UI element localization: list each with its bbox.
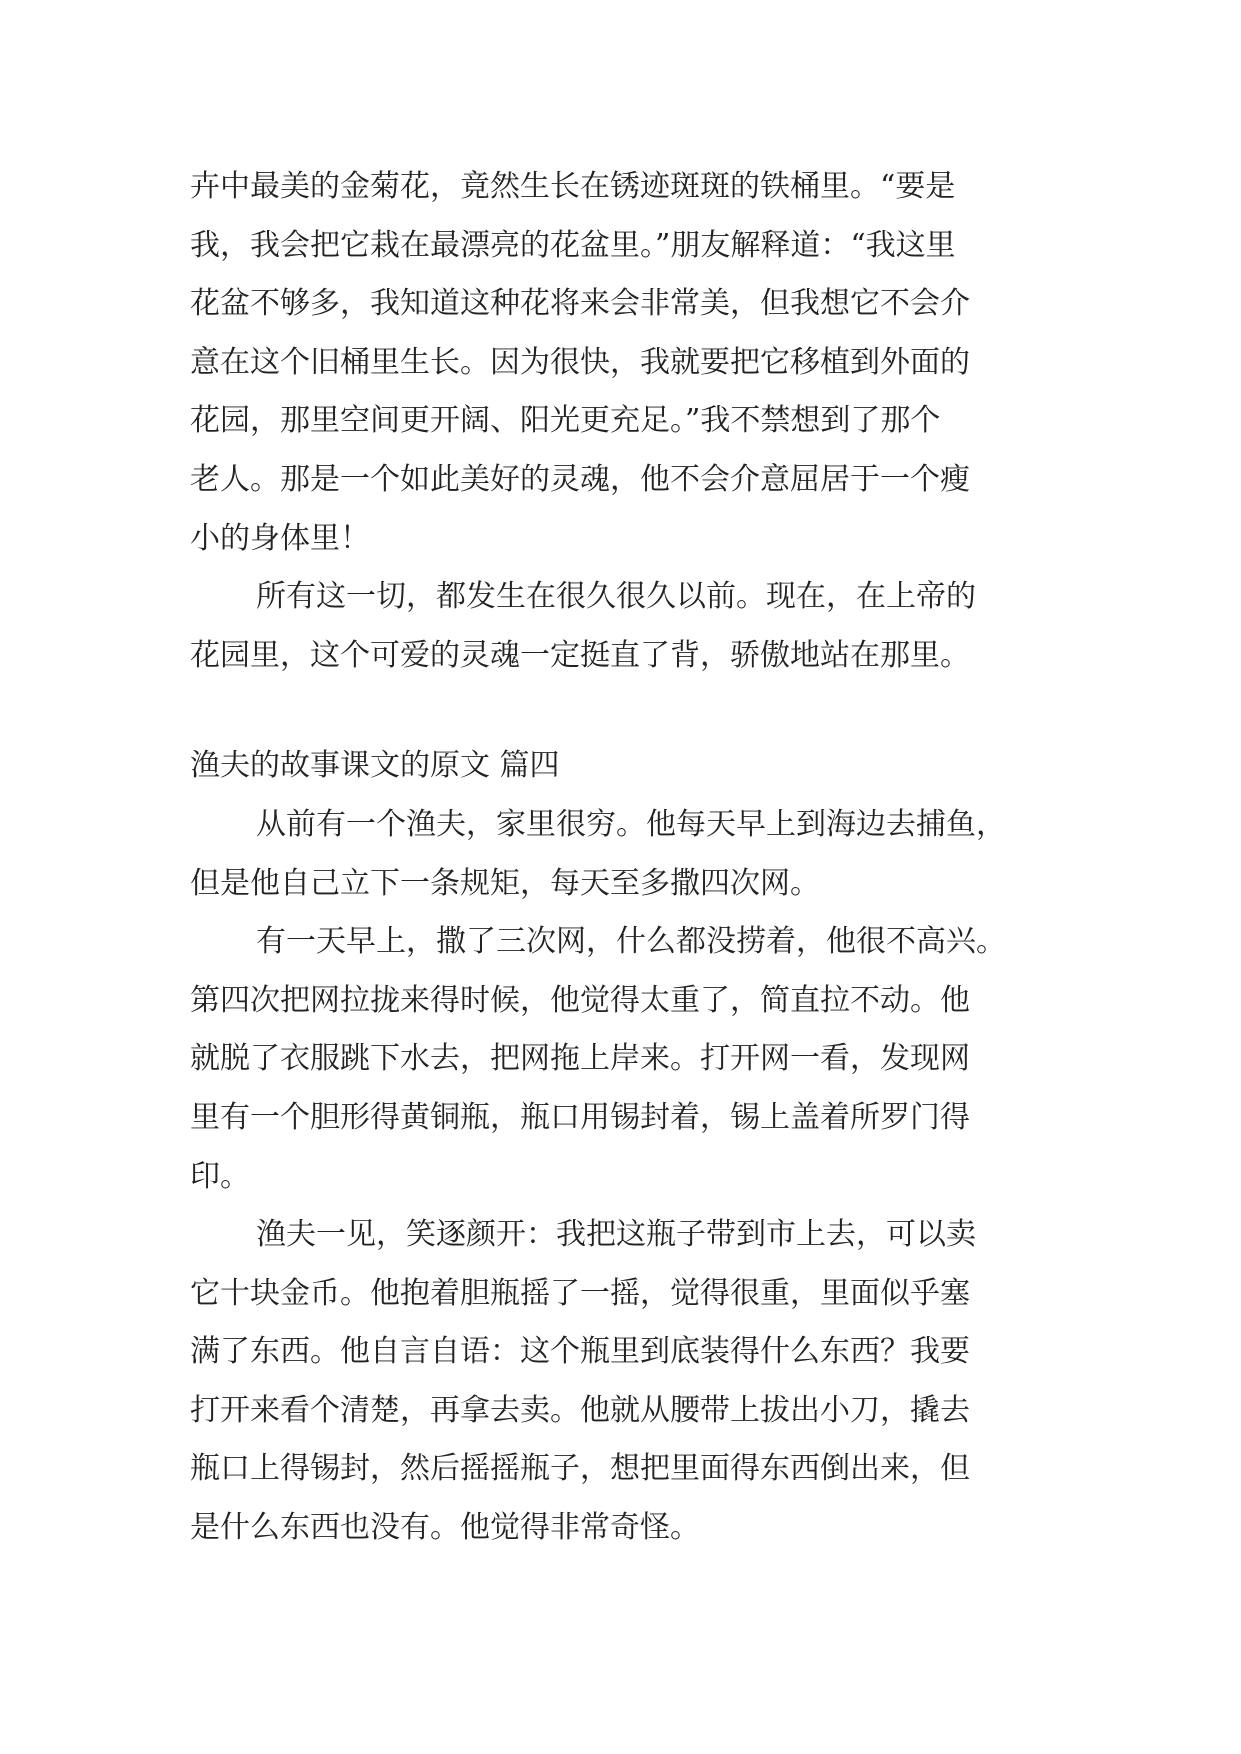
section-gap — [190, 685, 1070, 737]
text-line: 渔夫一见，笑逐颜开：我把这瓶子带到市上去，可以卖 — [256, 1217, 976, 1253]
paragraph-1 — [190, 796, 1070, 913]
text-line: 是什么东西也没有。他觉得非常奇怪。 — [190, 1510, 700, 1546]
previous-story-continuation — [190, 158, 1070, 568]
text-line: 花园里，这个可爱的灵魂一定挺直了背，骄傲地站在那里。 — [190, 637, 970, 673]
text-line: 瓶口上得锡封，然后摇摇瓶子，想把里面得东西倒出来，但 — [190, 1451, 970, 1487]
text-line: 老人。那是一个如此美好的灵魂，他不会介意屈居于一个瘦 — [190, 461, 970, 497]
text-line: 印。 — [190, 1158, 250, 1194]
text-line: 第四次把网拉拢来得时候，他觉得太重了，简直拉不动。他 — [190, 982, 970, 1018]
previous-story-closing-paragraph — [190, 568, 1070, 685]
document-page — [190, 158, 1070, 1558]
text-line: 意在这个旧桶里生长。因为很快，我就要把它移植到外面的 — [190, 344, 970, 380]
text-line: 我，我会把它栽在最漂亮的花盆里。”朋友解释道：“我这里 — [190, 227, 956, 263]
text-line: 有一天早上，撒了三次网，什么都没捞着，他很不高兴。 — [256, 924, 1006, 960]
text-line: 它十块金币。他抱着胆瓶摇了一摇，觉得很重，里面似乎塞 — [190, 1275, 970, 1311]
text-line: 就脱了衣服跳下水去，把网拖上岸来。打开网一看，发现网 — [190, 1041, 970, 1077]
text-line: 满了东西。他自言自语：这个瓶里到底装得什么东西？我要 — [190, 1334, 970, 1370]
paragraph-2 — [190, 913, 1070, 1206]
text-line: 从前有一个渔夫，家里很穷。他每天早上到海边去捕鱼， — [256, 806, 1006, 842]
text-line: 打开来看个清楚，再拿去卖。他就从腰带上拔出小刀，撬去 — [190, 1392, 970, 1428]
section-title: 渔夫的故事课文的原文 篇四 — [190, 748, 560, 784]
text-line: 但是他自己立下一条规矩，每天至多撒四次网。 — [190, 865, 820, 901]
text-line: 花园，那里空间更开阔、阳光更充足。”我不禁想到了那个 — [190, 403, 941, 439]
paragraph-3 — [190, 1206, 1070, 1558]
text-line: 所有这一切，都发生在很久很久以前。现在，在上帝的 — [256, 579, 976, 615]
text-line: 小的身体里！ — [190, 520, 370, 556]
text-line: 卉中最美的金菊花，竟然生长在锈迹斑斑的铁桶里。“要是 — [190, 169, 956, 204]
text-line: 里有一个胆形得黄铜瓶，瓶口用锡封着，锡上盖着所罗门得 — [190, 1099, 970, 1135]
text-line: 花盆不够多，我知道这种花将来会非常美，但我想它不会介 — [190, 286, 970, 322]
